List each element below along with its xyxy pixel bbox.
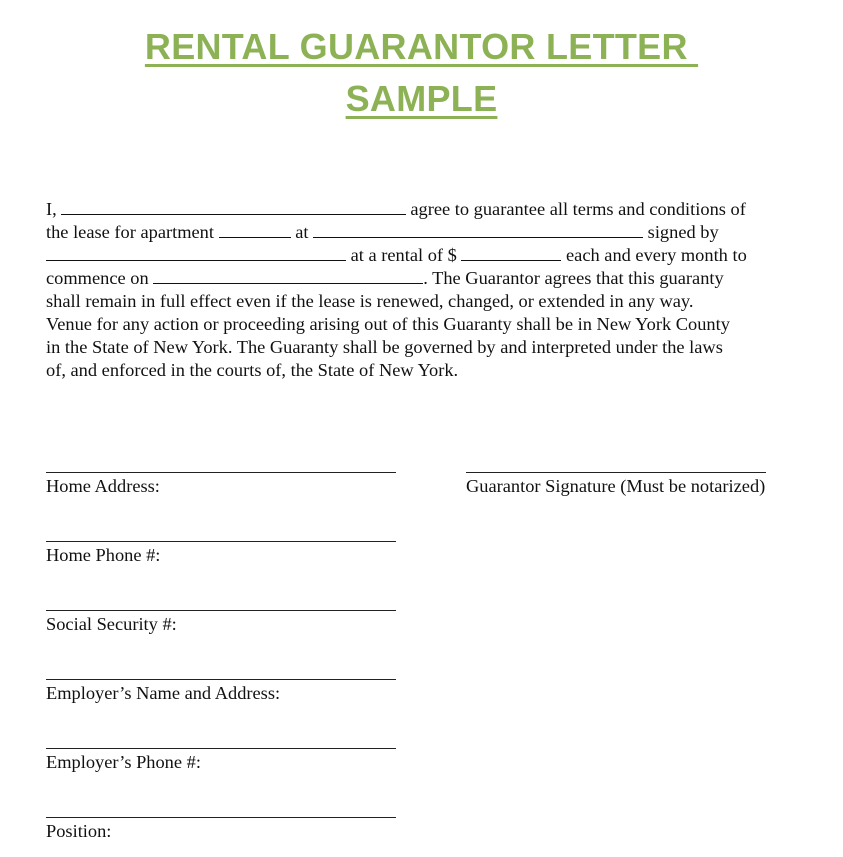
rental-amount-blank[interactable]	[461, 246, 561, 261]
home-address-label: Home Address:	[46, 476, 160, 496]
employer-name-address-line[interactable]	[46, 679, 396, 680]
social-security-label: Social Security #:	[46, 614, 177, 634]
document-title-line-2: SAMPLE	[345, 78, 498, 119]
guarantor-name-blank[interactable]	[61, 200, 406, 215]
paragraph-line-7: in the State of New York. The Guaranty shall be governed by and interpreted under the laws	[46, 337, 723, 357]
tenant-name-blank[interactable]	[46, 246, 346, 261]
paragraph-line-4: commence on . The Guarantor agrees that this guaranty	[46, 268, 724, 288]
social-security-line[interactable]	[46, 610, 396, 611]
apartment-address-blank[interactable]	[313, 223, 643, 238]
guarantor-signature-label: Guarantor Signature (Must be notarized)	[466, 476, 766, 496]
position-label: Position:	[46, 821, 112, 841]
employer-phone-line[interactable]	[46, 748, 396, 749]
employer-name-address-label: Employer’s Name and Address:	[46, 683, 281, 703]
position-line[interactable]	[46, 817, 396, 818]
guaranty-paragraph	[46, 198, 806, 382]
paragraph-line-1: I, agree to guarantee all terms and conditions of	[46, 199, 746, 219]
paragraph-line-3: at a rental of $ each and every month to	[46, 244, 806, 267]
paragraph-line-8: of, and enforced in the courts of, the State of New York.	[46, 360, 459, 380]
home-phone-label: Home Phone #:	[46, 545, 161, 565]
guarantor-signature-line[interactable]	[466, 472, 766, 473]
home-phone-line[interactable]	[46, 541, 396, 542]
apartment-number-blank[interactable]	[219, 223, 291, 238]
paragraph-line-2: the lease for apartment at signed by	[46, 222, 719, 242]
commence-date-blank[interactable]	[153, 269, 423, 284]
paragraph-line-5: shall remain in full effect even if the lease is renewed, changed, or extended in any way.	[46, 291, 694, 311]
employer-phone-label: Employer’s Phone #:	[46, 752, 201, 772]
home-address-line[interactable]	[46, 472, 396, 473]
paragraph-line-6: Venue for any action or proceeding arising out of this Guaranty shall be in New York County	[46, 314, 730, 334]
document-title-line-1: RENTAL GUARANTOR LETTER	[144, 26, 699, 67]
